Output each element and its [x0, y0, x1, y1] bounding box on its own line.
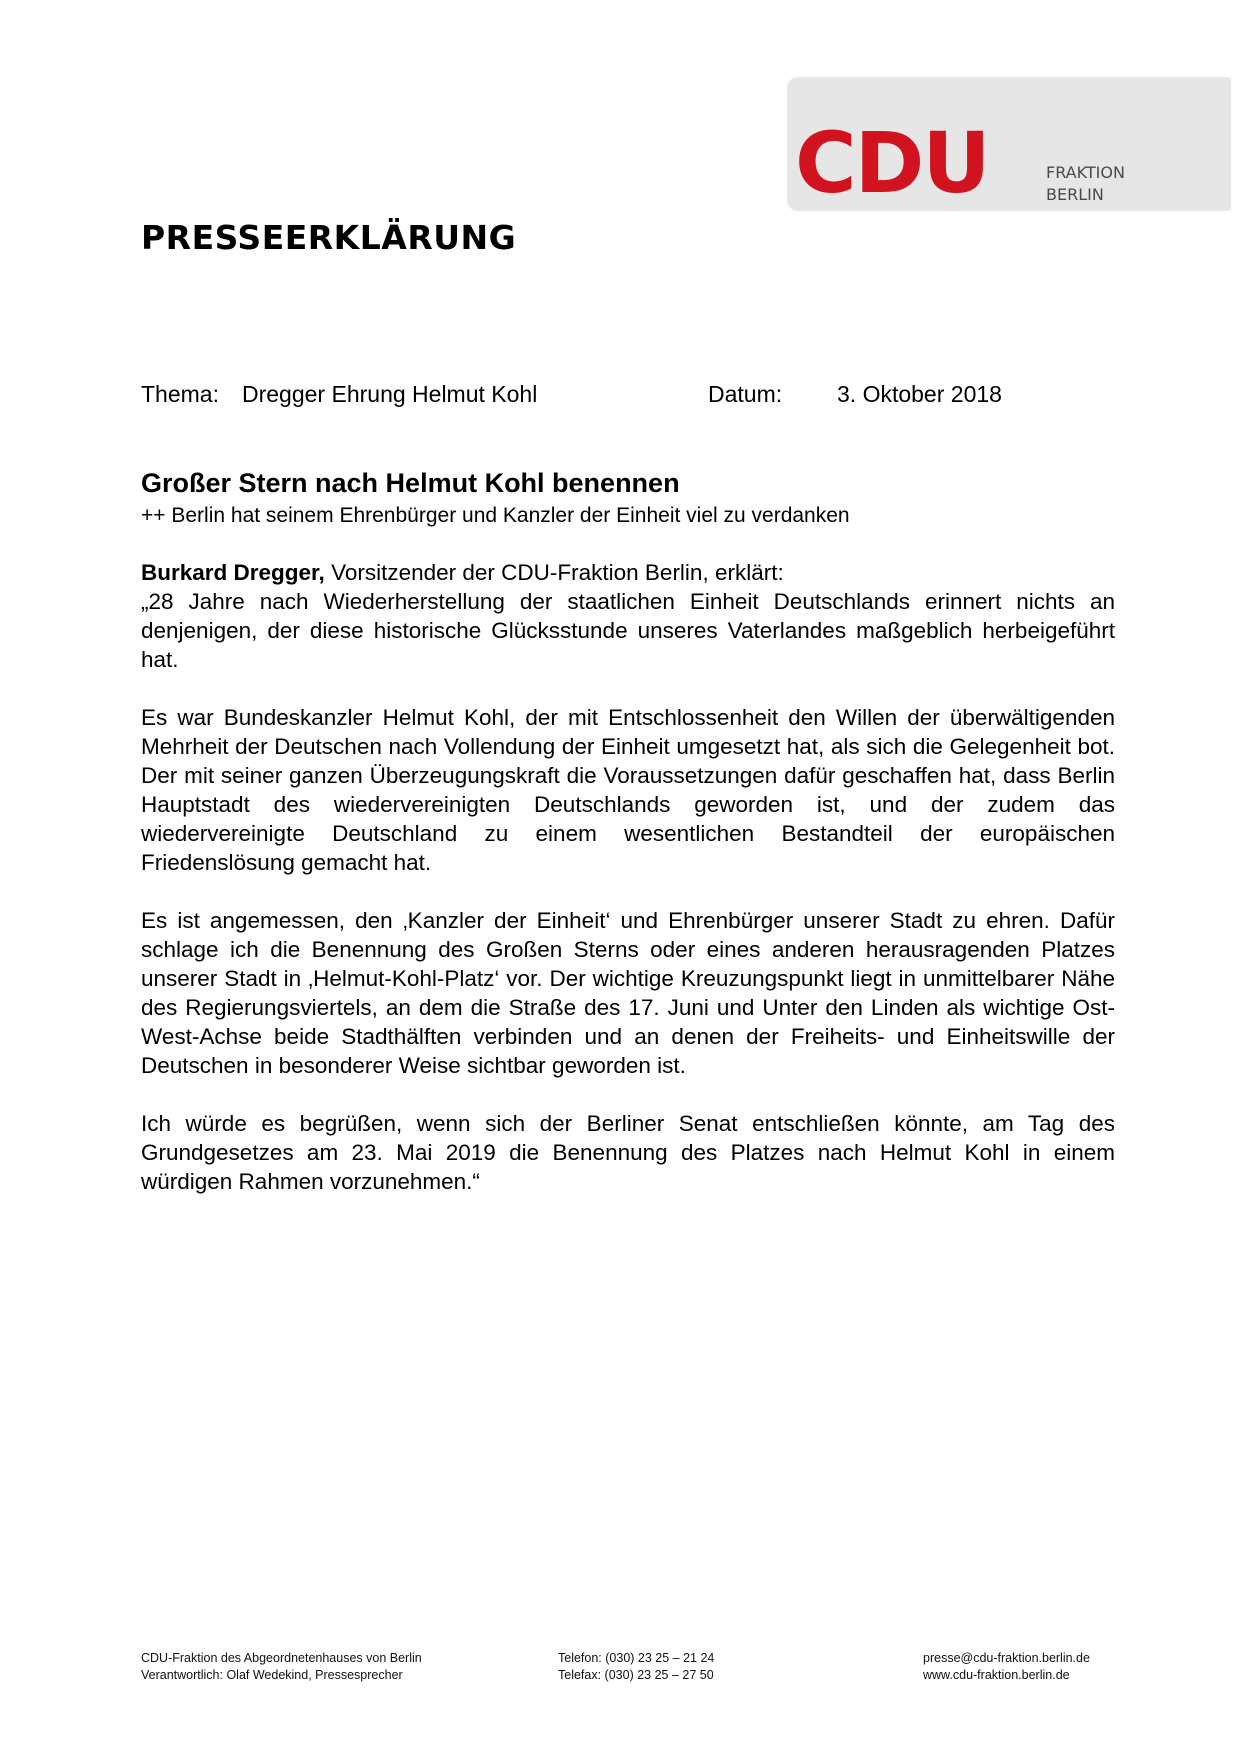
cdu-logo-wordmark: CDU: [795, 114, 989, 212]
logo-subtitle-line1: FRAKTION: [1046, 163, 1125, 182]
footer-website: www.cdu-fraktion.berlin.de: [923, 1668, 1070, 1682]
footer-online: [923, 1650, 1090, 1684]
logo-subtitle-line2: BERLIN: [1046, 185, 1104, 204]
paragraph-2: Es war Bundeskanzler Helmut Kohl, der mit Entschlossenheit den Willen der überwältigenden Mehrheit der Deutschen nach Vollendung der Einheit umgesetzt hat, als sich die Gelegenheit bot. Der mit seiner ganzen Überzeugungskraft die Voraussetzungen dafür geschaffen hat, dass Berlin Hauptstadt des wiedervereinigten Deutschlands geworden ist, und der zudem das wiedervereinigte Deutschland zu einem wesentlichen Bestandteil der europäischen Friedenslösung gemacht hat.: [141, 705, 1115, 875]
thema-value: Dregger Ehrung Helmut Kohl: [242, 381, 538, 407]
thema-label: Thema:: [141, 381, 219, 407]
footer-responsible: Verantwortlich: Olaf Wedekind, Pressesprecher: [141, 1668, 403, 1682]
paragraph-4: Ich würde es begrüßen, wenn sich der Berliner Senat entschließen könnte, am Tag des Grundgesetzes am 23. Mai 2019 die Benennung des Platzes nach Helmut Kohl in einem würdigen Rahmen vorzunehmen.“: [141, 1111, 1115, 1194]
footer-org-name: CDU-Fraktion des Abgeordnetenhauses von Berlin: [141, 1651, 422, 1665]
datum-value: 3. Oktober 2018: [837, 381, 1002, 407]
footer-email: presse@cdu-fraktion.berlin.de: [923, 1651, 1090, 1665]
footer-organization: [141, 1650, 422, 1684]
press-body: [141, 558, 1115, 1225]
logo-subtitle: [1046, 162, 1125, 206]
press-subline: ++ Berlin hat seinem Ehrenbürger und Kanzler der Einheit viel zu verdanken: [141, 504, 850, 527]
datum-label: Datum:: [708, 381, 783, 407]
press-headline: Großer Stern nach Helmut Kohl benennen: [141, 468, 680, 498]
footer-phone: Telefon: (030) 23 25 – 21 24: [558, 1651, 715, 1665]
footer-contact-numbers: [558, 1650, 714, 1684]
paragraph-3: Es ist angemessen, den ‚Kanzler der Einheit‘ und Ehrenbürger unserer Stadt zu ehren. Dafür schlage ich die Benennung des Großen Sterns oder eines anderen herausragenden Platzes unserer Stadt in ‚Helmut-Kohl-Platz‘ vor. Der wichtige Kreuzungspunkt liegt in unmittelbarer Nähe des Regierungsviertels, an dem die Straße des 17. Juni und Unter den Linden als wichtige Ost-West-Achse beide Stadthälften verbinden und an denen der Freiheits- und Einheitswille der Deutschen in besonderer Weise sichtbar geworden ist.: [141, 908, 1115, 1078]
document-title: PRESSEERKLÄRUNG: [141, 218, 517, 257]
speaker-role: Vorsitzender der CDU-Fraktion Berlin, erklärt:: [324, 560, 784, 585]
footer-fax: Telefax: (030) 23 25 – 27 50: [558, 1668, 714, 1682]
speaker-line: [141, 558, 1115, 587]
speaker-name: Burkard Dregger,: [141, 560, 325, 585]
paragraph-1: „28 Jahre nach Wiederherstellung der staatlichen Einheit Deutschlands erinnert nichts an denjenigen, der diese historische Glücksstunde unseres Vaterlandes maßgeblich herbeigeführt hat.: [141, 589, 1115, 672]
